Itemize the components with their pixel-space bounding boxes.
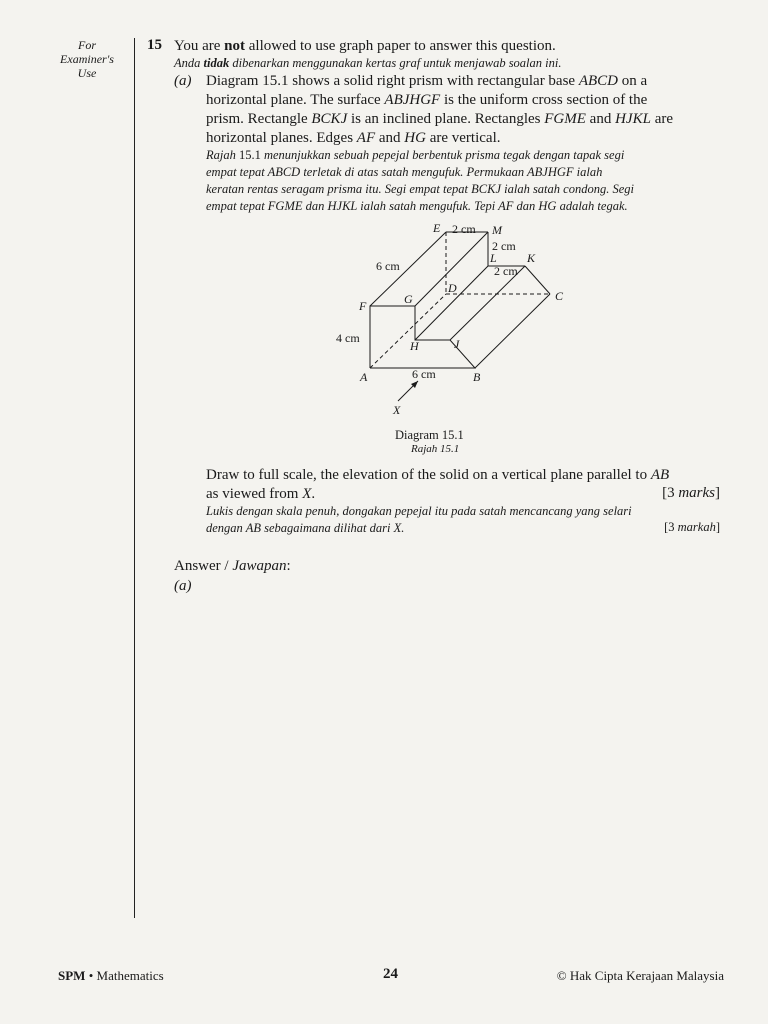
dim-length: 6 cm: [376, 259, 400, 273]
label-A: A: [360, 370, 368, 384]
question-number: 15: [147, 37, 162, 53]
dim-step-width: 2 cm: [494, 264, 518, 278]
margin-rule: [134, 38, 135, 918]
label-M: M: [492, 223, 502, 237]
dim-top-width: 2 cm: [452, 222, 476, 236]
part-a-en-line-1: Diagram 15.1 shows a solid right prism with rectangular base ABCD on a: [206, 73, 648, 89]
label-H: H: [410, 339, 419, 353]
label-C: C: [555, 289, 564, 303]
instruction-my-line-2: dengan AB sebagaimana dilihat dari X.: [206, 521, 405, 535]
prism-diagram: [330, 218, 590, 423]
label-B: B: [473, 370, 481, 384]
marks-en: [3 marks]: [662, 485, 720, 501]
question-instruction-en: You are not allowed to use graph paper to answer this question.: [174, 38, 556, 54]
part-a-label: (a): [174, 73, 192, 89]
label-D: D: [448, 281, 457, 295]
label-G: G: [404, 292, 413, 306]
part-a-my-line-3: keratan rentas seragam prisma itu. Segi empat tepat BCKJ ialah satah condong. Segi: [206, 182, 634, 196]
label-F: F: [359, 299, 367, 313]
footer-subject: SPM • Mathematics: [58, 968, 164, 983]
dim-step-height: 2 cm: [492, 239, 516, 253]
part-a-en-line-2: horizontal plane. The surface ABJHGF is the uniform cross section of the: [206, 92, 648, 108]
marks-my: [3 markah]: [664, 520, 720, 534]
answer-label: Answer / Jawapan:: [174, 558, 291, 574]
dim-height: 4 cm: [336, 331, 360, 345]
question-instruction-my: Anda tidak dibenarkan menggunakan kertas graf untuk menjawab soalan ini.: [174, 56, 562, 70]
label-J: J: [454, 337, 460, 351]
instruction-en-line-1: Draw to full scale, the elevation of the solid on a vertical plane parallel to AB: [206, 467, 670, 483]
diagram-caption-my: Rajah 15.1: [411, 443, 460, 455]
label-L: L: [490, 251, 497, 265]
label-E: E: [433, 221, 441, 235]
margin-for: For: [78, 38, 96, 52]
label-X: X: [393, 403, 401, 417]
page-number: 24: [383, 966, 398, 982]
examiner-margin-label: [48, 38, 126, 80]
label-K: K: [527, 251, 536, 265]
margin-examiner: Examiner's: [60, 52, 114, 66]
part-a-en-line-4: horizontal planes. Edges AF and HG are vertical.: [206, 130, 501, 146]
part-a-my-line-2: empat tepat ABCD terletak di atas satah mengufuk. Permukaan ABJHGF ialah: [206, 165, 603, 179]
diagram-caption-en: Diagram 15.1: [395, 428, 464, 442]
part-a-en-line-3: prism. Rectangle BCKJ is an inclined plane. Rectangles FGME and HJKL are: [206, 111, 673, 127]
instruction-en-line-2: as viewed from X.: [206, 486, 316, 502]
answer-part-a: (a): [174, 578, 192, 594]
part-a-my-line-1: Rajah 15.1 menunjukkan sebuah pepejal berbentuk prisma tegak dengan tapak segi: [206, 148, 625, 162]
instruction-my-line-1: Lukis dengan skala penuh, dongakan pepejal itu pada satah mencancang yang selari: [206, 504, 632, 518]
margin-use: Use: [77, 66, 97, 80]
dim-base: 6 cm: [412, 367, 436, 381]
footer-copyright: © Hak Cipta Kerajaan Malaysia: [556, 968, 724, 983]
part-a-my-line-4: empat tepat FGME dan HJKL ialah satah mengufuk. Tepi AF dan HG adalah tegak.: [206, 199, 628, 213]
